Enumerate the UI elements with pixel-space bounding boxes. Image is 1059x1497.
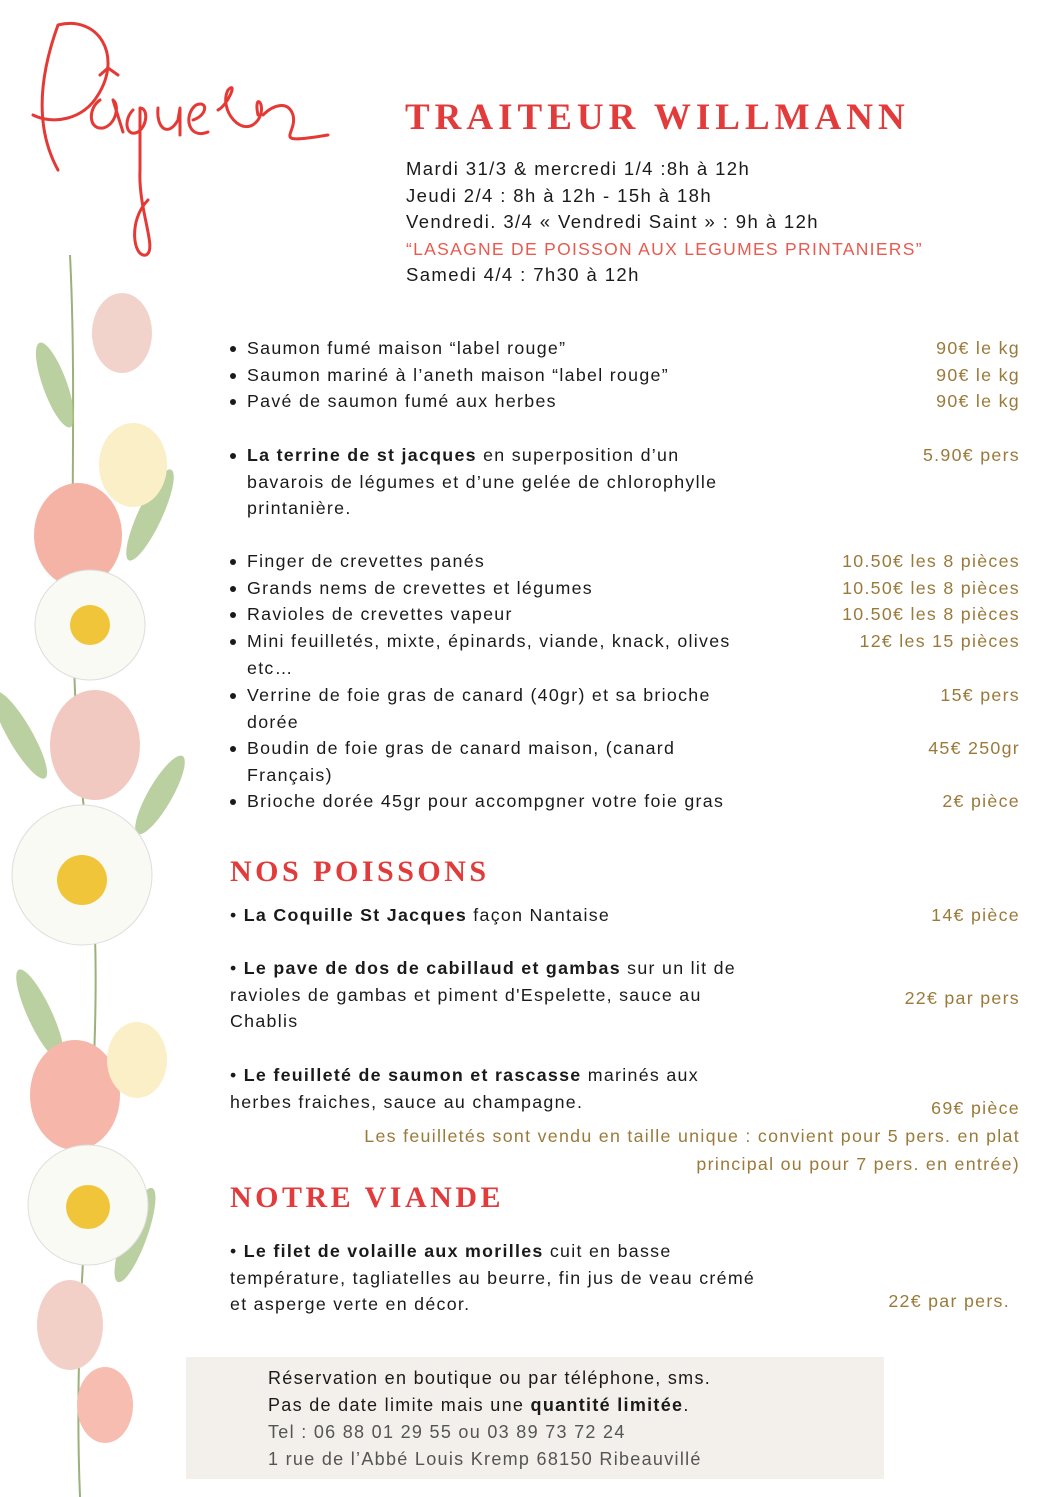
item-desc-line2: etc… [247, 657, 294, 678]
reservation-text [268, 1365, 711, 1473]
item-desc-line1: Boudin de foie gras de canard maison, (canard [247, 738, 676, 758]
note-line-2: principal ou pour 7 pers. en entrée) [696, 1154, 1020, 1174]
item-price: 10.50€ les 8 pièces [842, 578, 1020, 598]
item-desc-line1: Mini feuilletés, mixte, épinards, viande, knack, olives [247, 631, 731, 651]
item-desc [230, 735, 675, 788]
section-heading-poissons: NOS POISSONS [230, 855, 490, 888]
item-desc-rest: sur un lit de [620, 958, 736, 978]
item-bold: La Coquille St Jacques [243, 905, 468, 925]
reservation-line-2 [268, 1392, 711, 1419]
title-script-text: Pâques [28, 20, 32, 21]
item-desc [230, 628, 731, 681]
item-desc-line2: Français) [247, 764, 333, 785]
item-desc-line2: ravioles de gambas et piment d'Espelette, sauce au [230, 984, 702, 1005]
item-desc: • La Coquille St Jacques façon Nantaise [230, 905, 611, 925]
item-desc: Grands nems de crevettes et légumes [230, 575, 593, 602]
item-desc: Brioche dorée 45gr pour accompgner votre foie gras [230, 788, 724, 815]
item-desc: • Le feuilleté de saumon et rascasse marinés aux herbes fraiches, sauce au champagne. [230, 1065, 699, 1112]
item-price: 2€ pièce [942, 791, 1020, 811]
item-price: 90€ le kg [936, 391, 1020, 411]
section-heading-viande: NOTRE VIANDE [230, 1181, 504, 1214]
item-desc: • Le pave de dos de cabillaud et gambas sur un lit de ravioles de gambas et piment d'Espelette, sauce au Chablis [230, 958, 736, 1031]
item-desc-line2: dorée [247, 711, 299, 732]
item-desc: • Le filet de volaille aux morilles cuit en basse température, tagliatelles au beurre, fin jus de veau crémé et asperge verte en décor. [230, 1241, 756, 1314]
brand-title: TRAITEUR WILLMANN [405, 97, 910, 138]
hours-line-5: Samedi 4/4 : 7h30 à 12h [406, 264, 640, 285]
item-desc-line2: herbes fraiches, sauce au champagne. [230, 1091, 584, 1112]
hours-line-1: Mardi 31/3 & mercredi 1/4 :8h à 12h [406, 158, 751, 179]
item-price: 69€ pièce [931, 1098, 1020, 1118]
item-desc-line3: Chablis [230, 1011, 299, 1031]
item-desc-rest: façon Nantaise [467, 905, 611, 925]
item-bold: La terrine de st jacques [247, 445, 477, 465]
item-price: 90€ le kg [936, 365, 1020, 385]
item-price: 5.90€ pers [922, 445, 1020, 465]
item-desc-line3: printanière. [247, 498, 352, 518]
hours-special-dish: “LASAGNE DE POISSON AUX LEGUMES PRINTANIERS” [406, 238, 923, 259]
item-price: 10.50€ les 8 pièces [842, 551, 1020, 571]
hours-line-3: Vendredi. 3/4 « Vendredi Saint » : 9h à 12h [406, 211, 820, 232]
reservation-line-2-bold: quantité limitée [530, 1395, 684, 1415]
item-desc: Saumon fumé maison “label rouge” [230, 335, 566, 362]
item-price: 10.50€ les 8 pièces [842, 604, 1020, 624]
item-price: 22€ par pers [904, 988, 1020, 1008]
opening-hours [406, 156, 923, 289]
item-desc: Saumon mariné à l’aneth maison “label rouge” [230, 362, 669, 389]
item-desc: Pavé de saumon fumé aux herbes [230, 388, 557, 415]
phone-numbers: Tel : 06 88 01 29 55 ou 03 89 73 72 24 [268, 1422, 626, 1442]
item-price: 12€ les 15 pièces [859, 631, 1020, 651]
item-desc-line2: bavarois de légumes et d’une gelée de chlorophylle [247, 471, 718, 492]
hours-line-2: Jeudi 2/4 : 8h à 12h - 15h à 18h [406, 184, 713, 206]
item-price: 90€ le kg [936, 338, 1020, 358]
item-price: 15€ pers [940, 685, 1020, 705]
item-price: 14€ pièce [931, 905, 1020, 925]
address: 1 rue de l’Abbé Louis Kremp 68150 Ribeauvillé [268, 1449, 702, 1469]
floral-decoration [0, 255, 185, 1497]
item-desc: Finger de crevettes panés [230, 548, 485, 575]
paques-script-title [28, 20, 338, 260]
item-desc: Ravioles de crevettes vapeur [230, 601, 513, 628]
reservation-box [186, 1357, 884, 1479]
feuillete-note [230, 1122, 1020, 1178]
item-price: 22€ par pers. [888, 1291, 1010, 1311]
item-desc-line3: et asperge verte en décor. [230, 1294, 471, 1314]
item-bold: Le filet de volaille aux morilles [243, 1241, 544, 1261]
item-desc-rest: marinés aux [581, 1065, 699, 1085]
item-bold: Le feuilleté de saumon et rascasse [243, 1065, 582, 1085]
item-bold: Le pave de dos de cabillaud et gambas [243, 958, 621, 978]
note-line-1: Les feuilletés sont vendu en taille unique : convient pour 5 pers. en plat [364, 1126, 1020, 1146]
item-price: 45€ 250gr [928, 738, 1020, 758]
item-desc [230, 682, 711, 735]
item-desc-rest: en superposition d’un [476, 445, 680, 465]
item-desc-line1: Verrine de foie gras de canard (40gr) et sa brioche [247, 685, 711, 705]
reservation-line-1: Réservation en boutique ou par téléphone, sms. [268, 1368, 712, 1388]
item-desc-line2: température, tagliatelles au beurre, fin jus de veau crémé [230, 1267, 756, 1288]
item-desc [230, 442, 717, 522]
reservation-line-2-post: . [683, 1395, 690, 1415]
item-desc-rest: cuit en basse [543, 1241, 672, 1261]
reservation-line-2-pre: Pas de date limite mais une [268, 1395, 531, 1415]
